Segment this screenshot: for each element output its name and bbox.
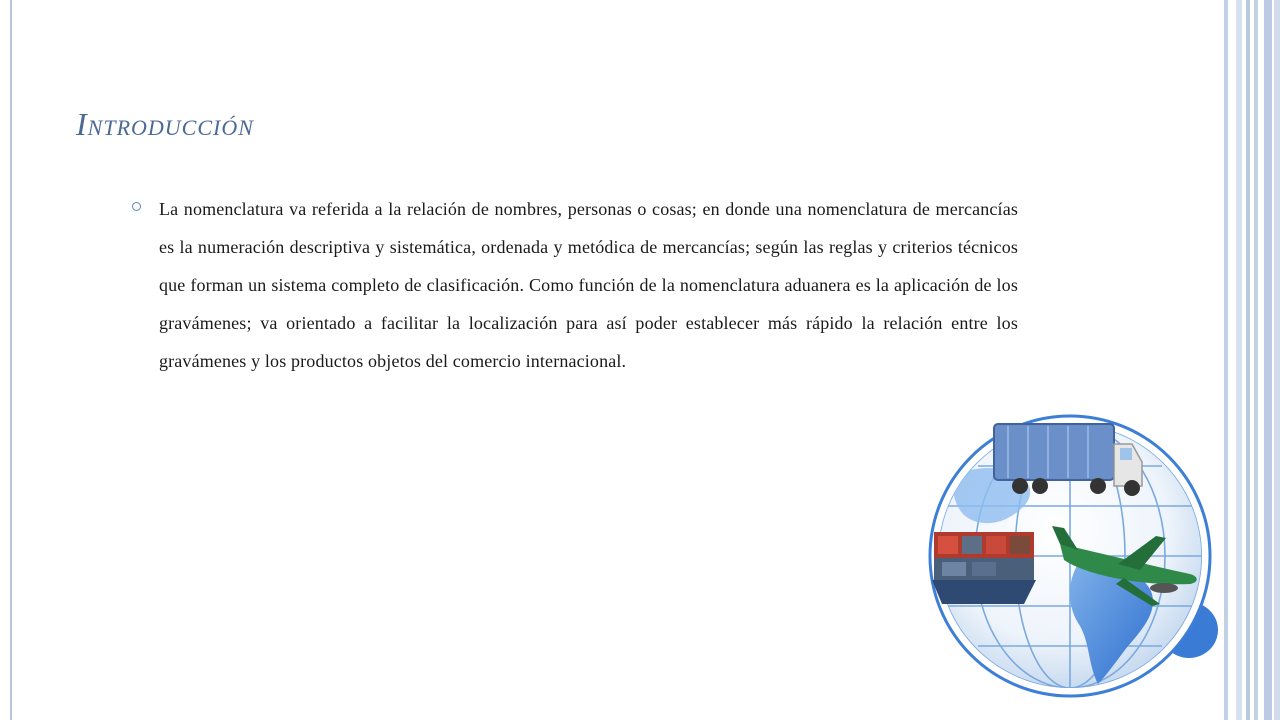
stripe — [1236, 0, 1242, 720]
globe-icon — [928, 414, 1212, 698]
stripe — [1274, 0, 1280, 720]
bullet-paragraph: La nomenclatura va referida a la relación de nombres, personas o cosas; en donde una nomenclatura de mercancías es la numeración descriptiva y sistemática, ordenada y metódica de mercancías; según las reglas y criterios técnicos que forman un sistema completo de clasificación. Como función de la nomenclatura aduanera es la aplicación de los gravámenes; va orientado a facilitar la localización para así poder establecer más rápido la relación entre los gravámenes y los productos objetos del comercio internacional. — [159, 199, 1018, 371]
container-ship-icon — [932, 532, 1036, 604]
logistics-globe-illustration — [928, 414, 1212, 698]
stripe — [1246, 0, 1250, 720]
right-decorative-stripes — [1224, 0, 1280, 720]
slide-title: Introducción — [76, 106, 254, 142]
hollow-circle-bullet-icon — [132, 202, 141, 211]
stripe — [1254, 0, 1258, 720]
stripe — [1264, 0, 1272, 720]
bullet-item — [128, 190, 1018, 380]
stripe — [1224, 0, 1228, 720]
left-border-line — [10, 0, 12, 720]
